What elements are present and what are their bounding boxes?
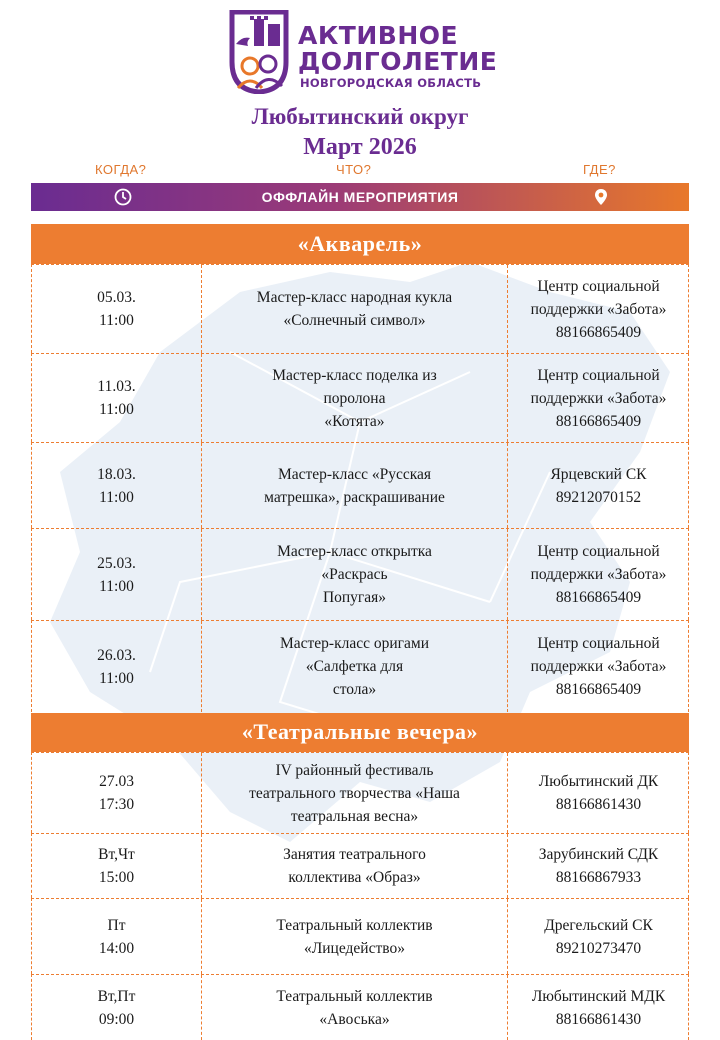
offline-events-bar	[31, 183, 689, 211]
where-cell: Центр социальной поддержки «Забота» 88166865409	[530, 543, 667, 606]
offline-events-label: ОФФЛАЙН МЕРОПРИЯТИЯ	[261, 189, 459, 205]
table-row	[31, 898, 689, 974]
column-where-label: ГДЕ?	[583, 162, 616, 177]
month-title: Март 2026	[303, 134, 417, 160]
logo-line-2: ДОЛГОЛЕТИЕ	[298, 47, 498, 76]
section-akvarel-header	[31, 224, 689, 264]
column-what-label: ЧТО?	[336, 162, 372, 177]
table-row	[31, 752, 689, 833]
when-cell: Вт,Пт 09:00	[32, 975, 202, 1040]
location-pin-icon	[591, 187, 611, 207]
table-row	[31, 974, 689, 1040]
where-cell: Ярцевский СК 89212070152	[550, 465, 647, 506]
what-cell: Мастер-класс оригами «Салфетка для стола»	[202, 621, 508, 712]
what-cell: Театральный коллектив «Лицедейство»	[202, 899, 508, 974]
what-cell: IV районный фестиваль театрального творчества «Наша театральная весна»	[202, 753, 508, 833]
district-title: Любытинский округ	[251, 104, 469, 129]
section-title: «Театральные вечера»	[241, 719, 479, 744]
where-cell: Центр социальной поддержки «Забота» 88166865409	[530, 366, 667, 430]
where-cell: Центр социальной поддержки «Забота» 88166865409	[530, 277, 667, 341]
table-row	[31, 442, 689, 528]
when-cell: 05.03. 11:00	[32, 265, 202, 353]
where-cell: Любытинский МДК 88166861430	[531, 987, 666, 1028]
section-theatre-header	[31, 713, 689, 752]
when-cell: 11.03. 11:00	[32, 354, 202, 442]
what-cell: Мастер-класс открытка «Раскрась Попугая»	[202, 529, 508, 620]
logo-line-3: НОВГОРОДСКАЯ ОБЛАСТЬ	[300, 76, 482, 90]
where-cell: Дрегельский СК 89210273470	[544, 916, 653, 957]
table-row	[31, 528, 689, 620]
when-cell: Пт 14:00	[32, 899, 202, 974]
where-cell: Любытинский ДК 88166861430	[538, 773, 659, 813]
what-cell: Театральный коллектив «Авоська»	[202, 975, 508, 1040]
logo	[228, 10, 498, 96]
logo-emblem-icon	[228, 10, 290, 94]
when-cell: Вт,Чт 15:00	[32, 834, 202, 898]
when-cell: 25.03. 11:00	[32, 529, 202, 620]
when-cell: 18.03. 11:00	[32, 443, 202, 528]
what-cell: Занятия театрального коллектива «Образ»	[202, 834, 508, 898]
when-cell: 26.03. 11:00	[32, 621, 202, 712]
what-cell: Мастер-класс поделка из поролона «Котята»	[202, 354, 508, 442]
logo-line-1: АКТИВНОЕ	[298, 21, 459, 50]
table-row	[31, 620, 689, 712]
when-cell: 27.03 17:30	[32, 753, 202, 833]
what-cell: Мастер-класс народная кукла «Солнечный символ»	[202, 265, 508, 353]
table-row	[31, 353, 689, 442]
table-row	[31, 833, 689, 898]
column-when-label: КОГДА?	[95, 162, 147, 177]
where-cell: Зарубинский СДК 88166867933	[538, 846, 659, 886]
table-row	[31, 264, 689, 353]
what-cell: Мастер-класс «Русская матрешка», раскрашивание	[202, 443, 508, 528]
section-title: «Акварель»	[297, 231, 423, 256]
where-cell: Центр социальной поддержки «Забота» 88166865409	[530, 635, 667, 698]
